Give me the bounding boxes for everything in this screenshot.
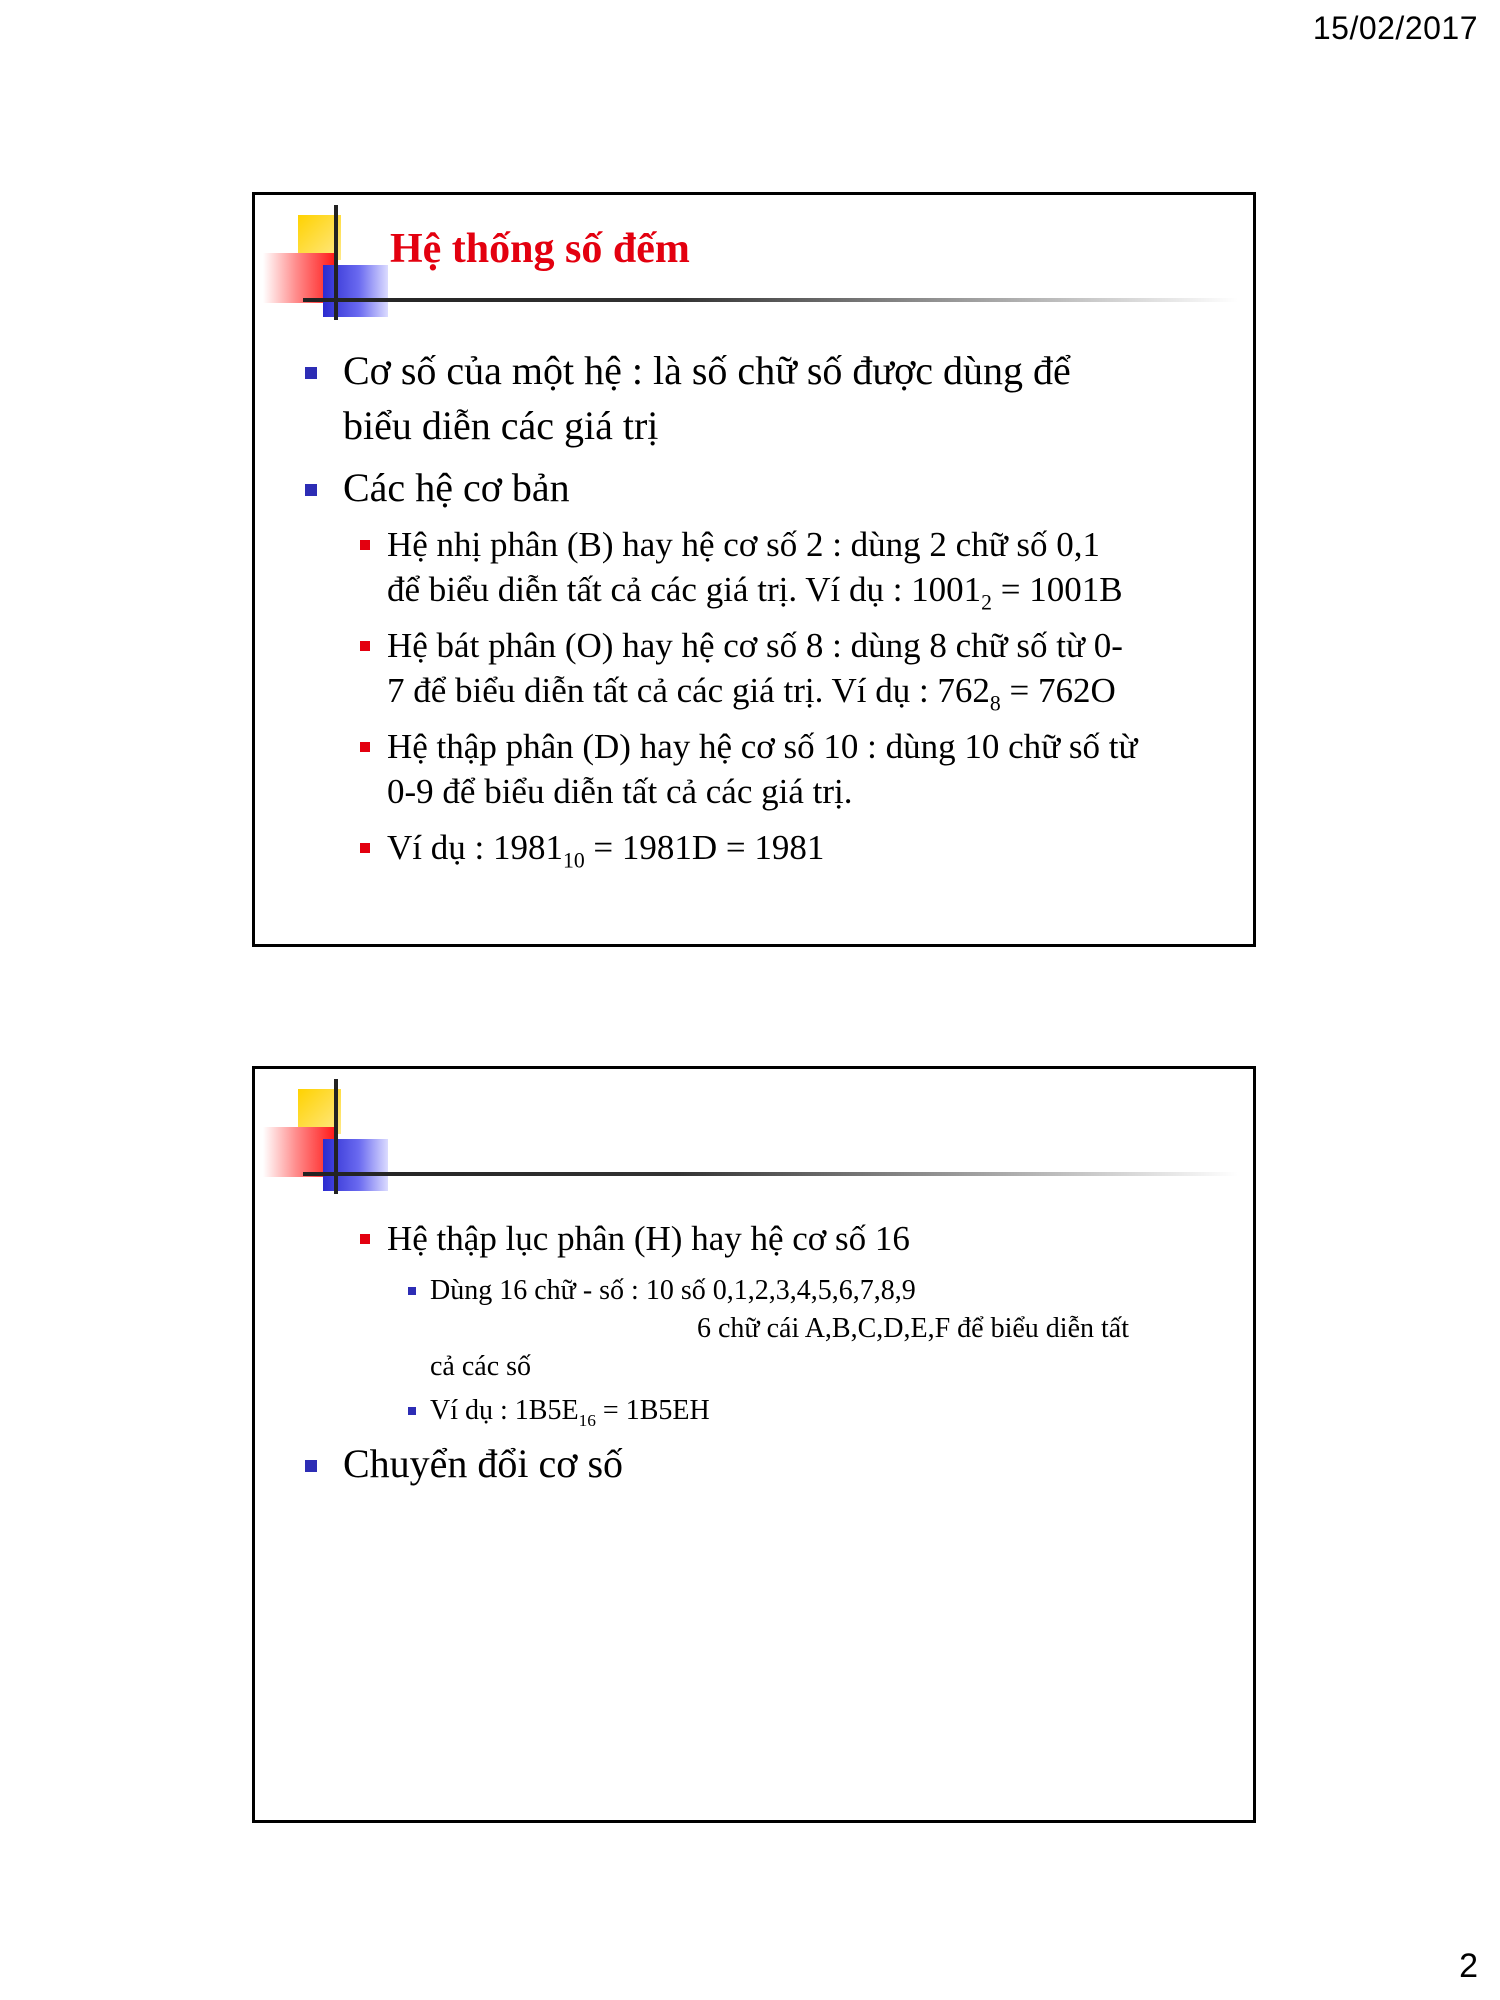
subsub-bullet-hex-example [255, 1392, 1253, 1430]
sub-bullet-octal [255, 623, 1253, 716]
square-bullet-icon [305, 484, 317, 496]
slide-title: Hệ thống số đếm [390, 226, 690, 272]
bullet-basic-systems [255, 460, 1253, 515]
bullet-text: Các hệ cơ bản [343, 465, 570, 510]
subscript: 2 [981, 590, 993, 615]
bullet-text: biểu diễn các giá trị [343, 403, 659, 448]
logo-vertical-line [334, 205, 338, 320]
square-bullet-icon [408, 1287, 416, 1295]
subscript: 8 [989, 691, 1001, 716]
logo-vertical-line [334, 1079, 338, 1194]
page-date: 15/02/2017 [1312, 10, 1478, 46]
bullet-text: Dùng 16 chữ - số : 10 số 0,1,2,3,4,5,6,7,8,9 [430, 1275, 916, 1306]
bullet-text: Hệ nhị phân (B) hay hệ cơ số 2 : dùng 2 chữ số 0,1 [387, 525, 1101, 564]
logo-blue-square [323, 1139, 388, 1191]
bullet-text: Hệ thập phân (D) hay hệ cơ số 10 : dùng 10 chữ số từ [387, 727, 1138, 766]
page-number: 2 [1459, 1947, 1478, 1985]
square-bullet-icon [305, 367, 317, 379]
bullet-text: Cơ số của một hệ : là số chữ số được dùng để [343, 348, 1071, 393]
slide-logo [255, 195, 395, 335]
sub-bullet-decimal [255, 724, 1253, 814]
square-bullet-icon [360, 1234, 370, 1244]
subscript: 10 [562, 848, 585, 873]
square-bullet-icon [305, 1460, 317, 1472]
sub-bullet-decimal-example [255, 825, 1253, 873]
slide-logo [255, 1069, 395, 1209]
bullet-base-conversion [255, 1436, 1253, 1491]
subsub-bullet-digits [255, 1272, 1253, 1386]
square-bullet-icon [360, 641, 370, 651]
subscript: 16 [578, 1410, 596, 1430]
bullet-text: cả các số [430, 1351, 532, 1382]
bullet-text: Hệ bát phân (O) hay hệ cơ số 8 : dùng 8 chữ số từ 0- [387, 626, 1123, 665]
logo-blue-square [323, 265, 388, 317]
bullet-text: = 1981D = 1981 [584, 828, 825, 867]
slide-2 [252, 1066, 1256, 1823]
bullet-text: 7 để biểu diễn tất cả các giá trị. Ví dụ : 762 [387, 671, 990, 710]
bullet-text: = 1B5EH [595, 1395, 710, 1426]
bullet-text: Hệ thập lục phân (H) hay hệ cơ số 16 [387, 1219, 910, 1258]
bullet-text: 6 chữ cái A,B,C,D,E,F để biểu diễn tất [697, 1313, 1129, 1344]
square-bullet-icon [360, 540, 370, 550]
square-bullet-icon [360, 742, 370, 752]
header-rule [303, 298, 1238, 302]
slide-1 [252, 192, 1256, 947]
bullet-text: Ví dụ : 1981 [387, 828, 563, 867]
bullet-text: = 762O [1000, 671, 1116, 710]
bullet-text: Chuyển đổi cơ số [343, 1441, 624, 1486]
bullet-text: Ví dụ : 1B5E [430, 1395, 579, 1426]
sub-bullet-hexadecimal [255, 1216, 1253, 1261]
square-bullet-icon [360, 843, 370, 853]
square-bullet-icon [408, 1407, 416, 1415]
bullet-text: để biểu diễn tất cả các giá trị. Ví dụ : 1001 [387, 570, 982, 609]
header-rule [303, 1172, 1238, 1176]
slide-content [255, 343, 1253, 881]
slide-content [255, 1216, 1253, 1498]
bullet-text: = 1001B [992, 570, 1123, 609]
bullet-base-definition [255, 343, 1253, 453]
sub-bullet-binary [255, 522, 1253, 615]
bullet-text: 0-9 để biểu diễn tất cả các giá trị. [387, 772, 853, 811]
